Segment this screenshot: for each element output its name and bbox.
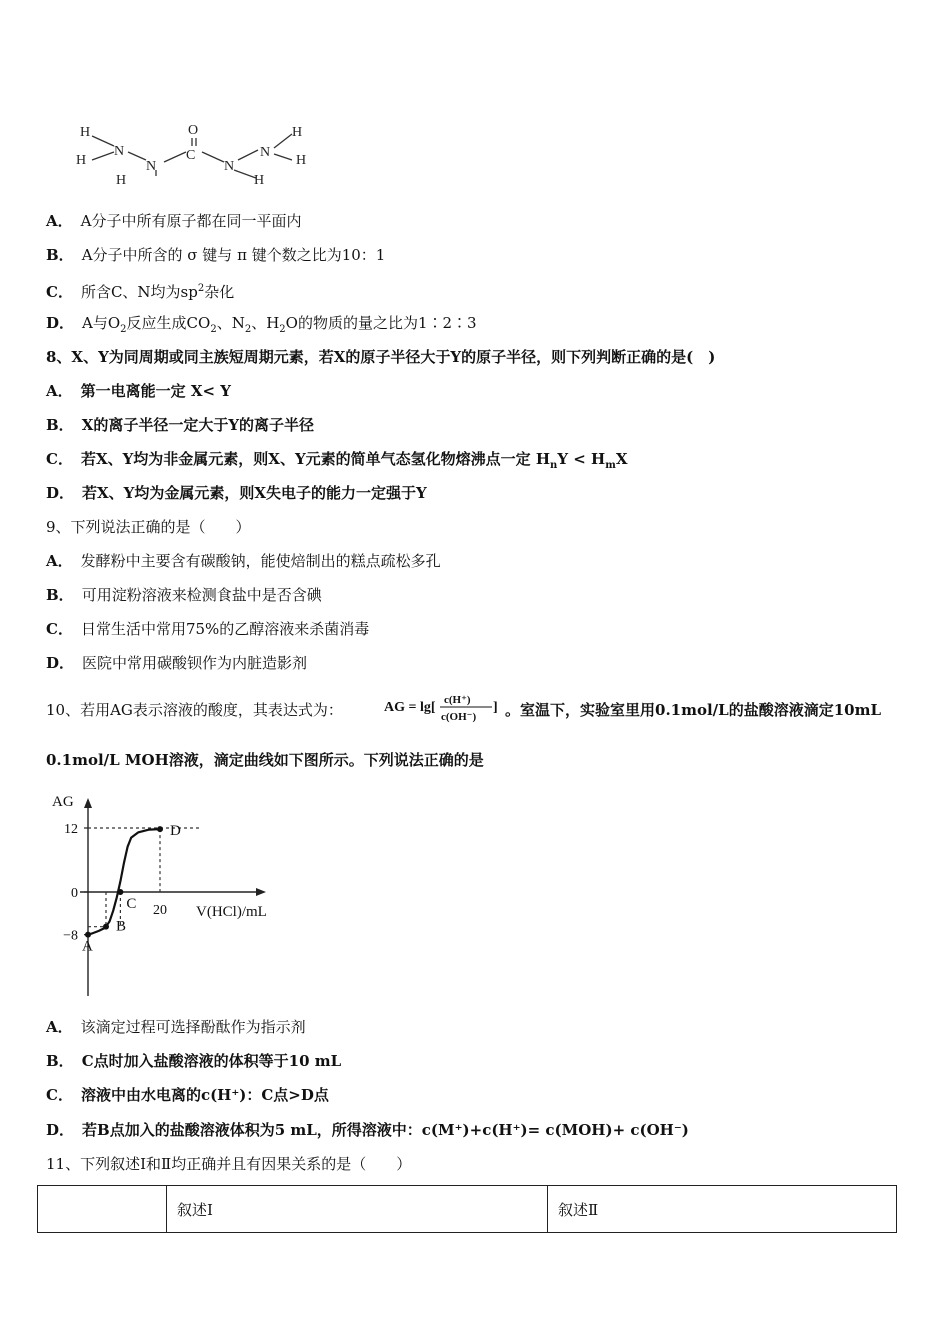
atom-n: N [146, 159, 157, 174]
q10-option-d: D． 若B点加入的盐酸溶液体积为5 mL，所得溶液中：c(M⁺)+c(H⁺)= c(MOH)+ c(OH⁻) [46, 1121, 689, 1139]
q8-option-b: B． X的离子半径一定大于Y的离子半径 [46, 416, 315, 434]
q8-option-d: D． 若X、Y均为金属元素，则X失电子的能力一定强于Y [46, 484, 427, 502]
point-label-a: A [82, 938, 93, 955]
table-row [38, 1186, 897, 1233]
q8-option-c: C． 若X、Y均为非金属元素，则X、Y元素的简单气态氢化物熔沸点一定 $H_nY < H_mX$ [46, 450, 628, 471]
ag-formula-denominator: c(OH⁻) [441, 711, 477, 723]
q11-table [37, 1185, 897, 1233]
molecule-structure [66, 118, 326, 198]
atom-h: H [76, 153, 87, 168]
q8-option-a: A． 第一电离能一定 X< Y [46, 382, 232, 400]
q10-stem-part1: 10、若用AG表示溶液的酸度，其表达式为： [46, 701, 343, 719]
point-label-b: B [116, 918, 127, 935]
x-axis-arrow [256, 888, 266, 896]
atom-h: H [292, 125, 303, 140]
data-point-c [117, 889, 123, 895]
x-tick-label: 20 [153, 903, 167, 918]
q10-stem-part2: 。室温下，实验室里用0.1mol/L的盐酸溶液滴定10mL [505, 701, 881, 719]
titration-chart [50, 788, 290, 1002]
q10-option-c: C． 溶液中由水电离的c(H⁺)：C点>D点 [46, 1086, 329, 1104]
atom-n: N [260, 145, 271, 160]
q7-option-c: C． 所含C、N均为$sp^2$杂化 [46, 283, 235, 301]
q9-option-b: B． 可用淀粉溶液来检测食盐中是否含碘 [46, 586, 322, 604]
q9-stem: 9、下列说法正确的是（ ） [46, 518, 251, 536]
atom-h: H [116, 173, 127, 188]
ag-formula-lhs: AG = lg[ [384, 700, 436, 715]
table-header-cell: 叙述Ⅰ [167, 1186, 548, 1233]
data-point-d [157, 826, 163, 832]
data-point-b [103, 924, 109, 930]
atom-h: H [254, 173, 265, 188]
x-axis-label: V(HCl)/mL [196, 904, 267, 920]
atom-o: O [188, 123, 199, 138]
table-header-cell [38, 1186, 167, 1233]
ag-formula [382, 688, 504, 728]
atom-h: H [296, 153, 307, 168]
q8-stem: 8、X、Y为同周期或同主族短周期元素，若X的原子半径大于Y的原子半径，则下列判断正确的是( ) [46, 348, 716, 366]
q10-option-b: B． C点时加入盐酸溶液的体积等于10 mL [46, 1052, 342, 1070]
y-tick-label: 0 [71, 886, 78, 901]
atom-h: H [80, 125, 91, 140]
q10-stem-line2: 0.1mol/L MOH溶液，滴定曲线如下图所示。下列说法正确的是 [46, 751, 484, 769]
point-label-d: D [170, 823, 181, 840]
q9-option-a: A． 发酵粉中主要含有碳酸钠，能使焙制出的糕点疏松多孔 [46, 552, 441, 570]
q9-option-c: C． 日常生活中常用75%的乙醇溶液来杀菌消毒 [46, 620, 370, 638]
y-axis-arrow [84, 798, 92, 808]
y-tick-label: 12 [64, 822, 78, 837]
atom-n: N [224, 159, 235, 174]
atom-n: N [114, 144, 125, 159]
ag-formula-numerator: c(H⁺) [444, 694, 471, 706]
data-point-a [85, 932, 91, 938]
q7-option-b: B． A分子中所含的 σ 键与 π 键个数之比为10：1 [46, 246, 386, 264]
q9-option-d: D． 医院中常用碳酸钡作为内脏造影剂 [46, 654, 308, 672]
y-tick-label: −8 [63, 928, 78, 944]
table-header-cell: 叙述Ⅱ [548, 1186, 897, 1233]
q11-stem: 11、下列叙述Ⅰ和Ⅱ均正确并且有因果关系的是（ ） [46, 1155, 412, 1173]
point-label-c: C [126, 896, 137, 912]
ag-formula-rhs: ] [493, 700, 498, 715]
q7-option-d: D． A与$O_2$反应生成$CO_2$、$N_2$、$H_2O$的物质的量之比为1∶2∶3 [46, 314, 477, 335]
q10-option-a: A． 该滴定过程可选择酚酞作为指示剂 [46, 1018, 306, 1036]
atom-c: C [186, 148, 196, 163]
y-axis-label: AG [52, 794, 74, 810]
q7-option-a: A． A分子中所有原子都在同一平面内 [46, 212, 302, 230]
